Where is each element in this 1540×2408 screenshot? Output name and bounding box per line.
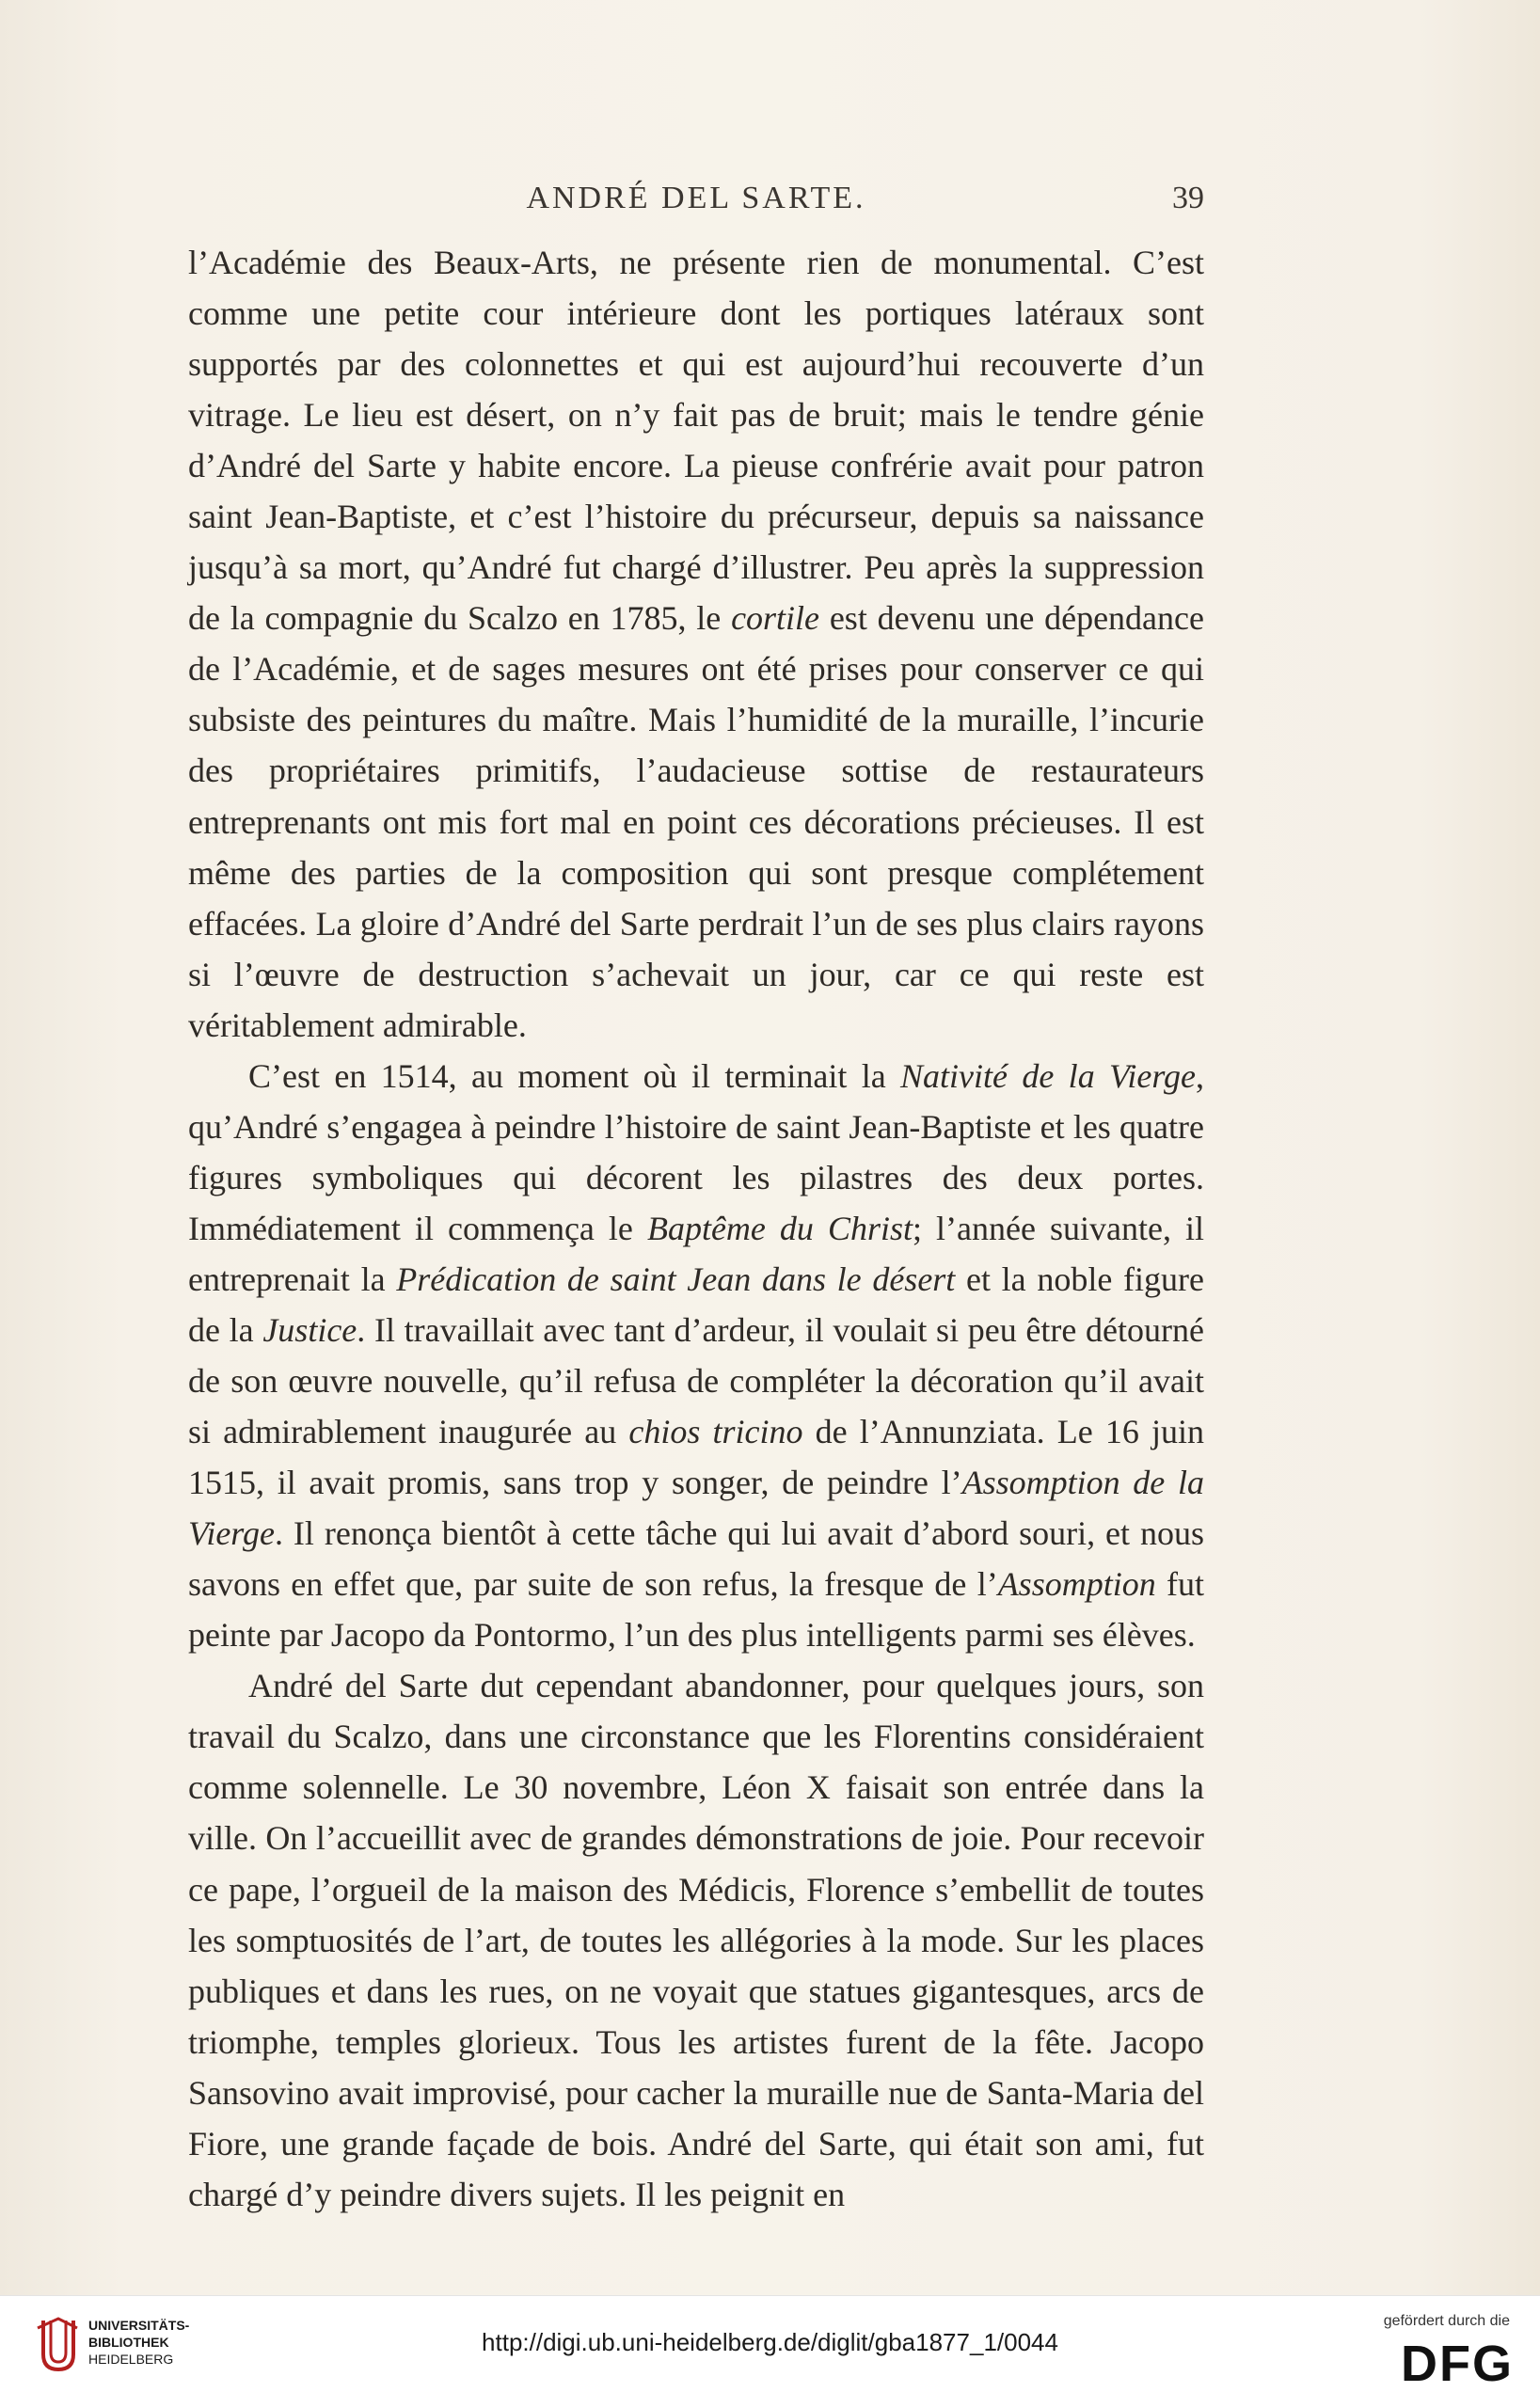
text-run: C’est en 1514, au moment où il terminait la [248, 1056, 901, 1095]
italic-title: Baptême du Christ [646, 1209, 913, 1247]
italic-title: Nativité de la Vierge [900, 1056, 1196, 1095]
italic-title: Assomption [997, 1565, 1156, 1604]
text-run: ; l’année suivante, il entreprenait la [188, 1209, 1204, 1298]
text-run: est devenu une dépendance de l’Académie, et de sages mesures ont été prises pour conserver ce qui subsiste des peintures du maître. Mais l’humidité de la muraille, l’incurie des propriétaires primitifs, l’audacieuse sottise de restaurateurs entreprenants ont mis fort mal en point ces décorations précieuses. Il est même des parties de la composition qui sont presque complétement effacées. La gloire d’André del Sarte perdrait l’un de ses plus clairs rayons si l’œuvre de destruction s’achevait un jour, car ce qui reste est véritablement admirable. [188, 599, 1204, 1044]
text-run: et la noble figure de la [188, 1259, 1204, 1349]
library-line-1: UNIVERSITÄTS- [88, 2318, 190, 2333]
italic-title: chios tricino [628, 1413, 803, 1451]
italic-title: Prédication de saint Jean dans le désert [396, 1259, 956, 1298]
italic-title: Assomption de la Vierge [188, 1464, 1205, 1553]
source-url-link[interactable]: http://digi.ub.uni-heidelberg.de/diglit/gba1877_1/0044 [482, 2328, 1058, 2356]
text-run: fut peinte par Jacopo da Pontormo, l’un des plus intelligents parmi ses élèves. [188, 1565, 1204, 1655]
text-run: . Il renonça bientôt à cette tâche qui lui avait d’abord souri, et nous savons en effet que, par suite de son refus, la fresque de l’ [188, 1514, 1204, 1604]
italic-title: cortile [731, 599, 820, 638]
text-run: l’Académie des Beaux-Arts, ne présente rien de monumental. C’est comme une petite cour intérieure dont les portiques latéraux sont supportés par des colonnettes et qui est aujourd’hui recouverte d’un vitrage. Le lieu est désert, on n’y fait pas de bruit; mais le tendre génie d’André del Sarte y habite encore. La pieuse confrérie avait pour patron saint Jean-Baptiste, et c’est l’histoire du précurseur, depuis sa naissance jusqu’à sa mort, qu’André fut chargé d’illustrer. Peu après la suppression de la compagnie du Scalzo en 1785, le [188, 244, 1204, 638]
text-run: . Il travaillait avec tant d’ardeur, il voulait si peu être détourné de son œuvre nouvelle, qu’il refusa de compléter la décoration qu’il avait si admirablement inaugurée au [188, 1310, 1204, 1451]
body-text [188, 237, 1204, 2220]
paragraph [188, 1660, 1204, 2220]
text-run: , qu’André s’engagea à peindre l’histoire de saint Jean-Baptiste et les quatre figures symboliques qui décorent les pilastres des deux portes. Immédiatement il commença le [188, 1056, 1204, 1247]
dfg-logo-icon[interactable]: DFG [1401, 2336, 1514, 2392]
page-number: 39 [1172, 181, 1204, 215]
paragraph [188, 1051, 1204, 1661]
library-line-3: HEIDELBERG [88, 2352, 174, 2367]
text-run: de l’Annunziata. Le 16 juin 1515, il avait promis, sans trop y songer, de peindre l’ [188, 1413, 1205, 1502]
page-header [188, 181, 1204, 218]
viewer-footer [0, 2295, 1540, 2408]
running-title: ANDRÉ DEL SARTE. [526, 181, 866, 215]
paragraph [188, 237, 1204, 1051]
library-line-2: BIBLIOTHEK [88, 2335, 169, 2350]
funder-label: gefördert durch die [1383, 2313, 1510, 2329]
text-run: André del Sarte dut cependant abandonner, pour quelques jours, son travail du Scalzo, dans une circonstance que les Florentins considéraient comme solennelle. Le 30 novembre, Léon X faisait son entrée dans la ville. On l’accueillit avec de grandes démonstrations de joie. Pour recevoir ce pape, l’orgueil de la maison des Médicis, Florence s’embellit de toutes les somptuosités de l’art, de toutes les allégories à la mode. Sur les places publiques et dans les rues, on ne voyait que statues gigantesques, arcs de triomphe, temples glorieux. Tous les artistes furent de la fête. Jacopo Sansovino avait improvisé, pour cacher la muraille nue de Santa-Maria del Fiore, une grande façade de bois. André del Sarte, qui était son ami, fut chargé d’y peindre divers sujets. Il les peignit en [188, 1667, 1204, 2213]
italic-title: Justice [262, 1310, 357, 1349]
